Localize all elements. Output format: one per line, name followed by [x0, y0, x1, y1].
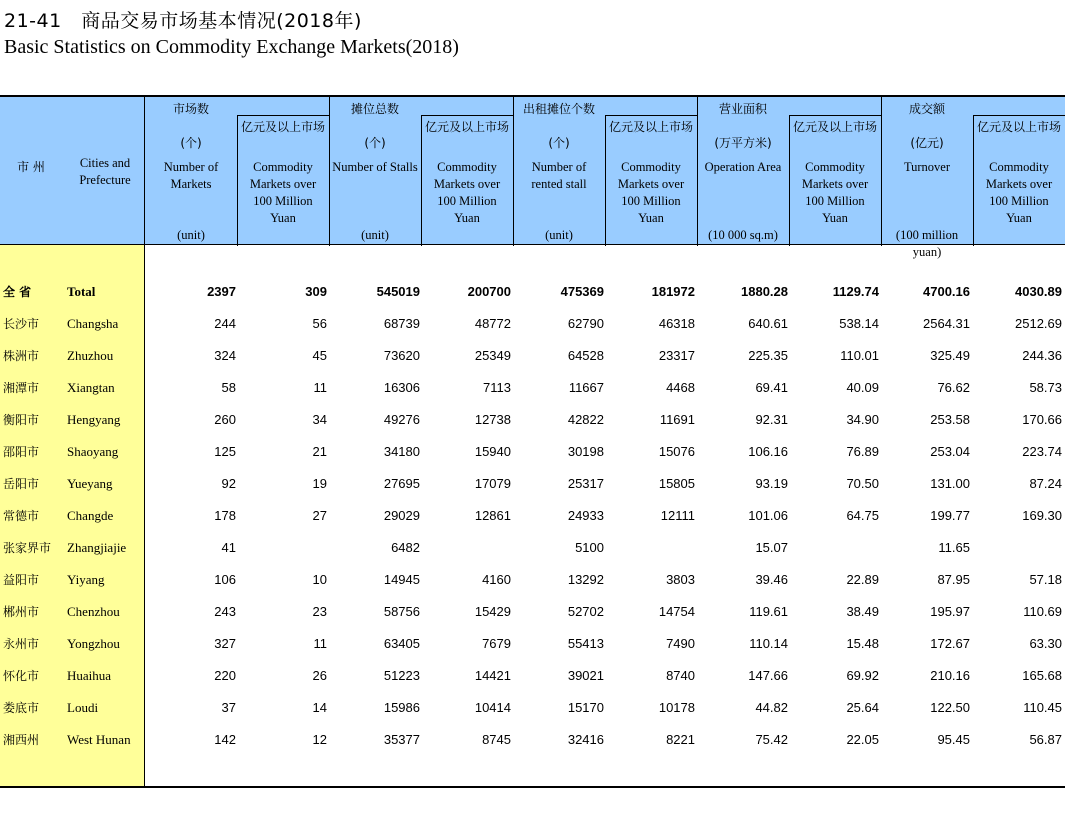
header-group-0-mid-divider: [237, 115, 238, 246]
header-group-4-unit-en: (100 million yuan): [895, 228, 959, 259]
table-row: [0, 372, 1065, 404]
header-group-3-divider: [881, 97, 882, 246]
table-cell: 64528: [567, 348, 604, 363]
row-label-en: West Hunan: [67, 732, 131, 747]
table-cell: 2512.69: [1015, 316, 1062, 331]
table-cell: 25317: [567, 476, 604, 491]
header-group-4-rule: [973, 115, 1065, 116]
table-cell: 44.82: [755, 700, 788, 715]
table-cell: 15429: [474, 604, 511, 619]
row-label-cn: 娄底市: [3, 701, 40, 715]
table-cell: 8740: [666, 668, 695, 683]
header-group-0-unit-cn: (个): [180, 136, 202, 150]
table-cell: 29029: [383, 508, 420, 523]
header-group-0-sub-en: Commodity Markets over 100 Million Yuan: [249, 160, 317, 225]
table-cell: 45: [312, 348, 327, 363]
table-cell: 48772: [474, 316, 511, 331]
table-cell: 25.64: [846, 700, 879, 715]
table-cell: 2564.31: [923, 316, 970, 331]
row-label-cn: 常德市: [3, 509, 40, 523]
table-row: [0, 468, 1065, 500]
table-cell: 62790: [567, 316, 604, 331]
header-group-0-rule: [237, 115, 329, 116]
table-cell: 16306: [383, 380, 420, 395]
table-cell: 58756: [383, 604, 420, 619]
row-label-cn: 湘潭市: [3, 381, 40, 395]
table-cell: 538.14: [839, 316, 879, 331]
table-cell: 4030.89: [1015, 284, 1062, 299]
table-cell: 14: [312, 700, 327, 715]
table-cell: 27695: [383, 476, 420, 491]
table-cell: 1880.28: [741, 284, 788, 299]
table-cell: 110.45: [1023, 700, 1062, 715]
table-cell: 10414: [474, 700, 511, 715]
header-group-1-rule: [421, 115, 513, 116]
table-cell: 110.69: [1023, 604, 1062, 619]
table-row: [0, 500, 1065, 532]
table-cell: 169.30: [1022, 508, 1062, 523]
table-cell: 244.36: [1022, 348, 1062, 363]
table-cell: 64.75: [846, 508, 879, 523]
header-group-1-sub-en: Commodity Markets over 100 Million Yuan: [433, 160, 501, 225]
table-cell: 14754: [658, 604, 695, 619]
table-cell: 106: [214, 572, 236, 587]
table-cell: 15805: [658, 476, 695, 491]
table-cell: 545019: [376, 284, 420, 299]
header-group-3-sub-en: Commodity Markets over 100 Million Yuan: [801, 160, 869, 225]
table-cell: 640.61: [748, 316, 788, 331]
table-cell: 46318: [658, 316, 695, 331]
table-cell: 24933: [567, 508, 604, 523]
table-cell: 14945: [383, 572, 420, 587]
table-cell: 56: [312, 316, 327, 331]
table-cell: 244: [214, 316, 236, 331]
table-cell: 32416: [567, 732, 604, 747]
header-group-0-cn: 市场数: [172, 102, 209, 116]
row-label-en: Chenzhou: [67, 604, 120, 619]
table-cell: 22.05: [846, 732, 879, 747]
header-group-1-mid-divider: [421, 115, 422, 246]
table-cell: 101.06: [748, 508, 788, 523]
table-row: [0, 628, 1065, 660]
header-group-2-unit-cn: (个): [548, 136, 570, 150]
table-cell: 325.49: [930, 348, 970, 363]
table-cell: 34: [312, 412, 327, 427]
header-group-4-mid-divider: [973, 115, 974, 246]
header-group-0-en: Number of Markets: [163, 160, 219, 191]
table-cell: 220: [214, 668, 236, 683]
page-title-en: Basic Statistics on Commodity Exchange Markets(2018): [4, 36, 459, 58]
table-cell: 87.95: [937, 572, 970, 587]
table-row: [0, 404, 1065, 436]
header-group-1-sub-cn: 亿元及以上市场: [424, 120, 509, 134]
table-cell: 243: [214, 604, 236, 619]
table-row: [0, 724, 1065, 756]
table-cell: 165.68: [1022, 668, 1062, 683]
table-cell: 69.41: [755, 380, 788, 395]
table-cell: 49276: [383, 412, 420, 427]
table-cell: 39021: [567, 668, 604, 683]
row-label-en: Yueyang: [67, 476, 113, 491]
table-cell: 11667: [568, 380, 604, 395]
table-cell: 324: [214, 348, 236, 363]
page-title-cn: 21-41 商品交易市场基本情况(2018年): [4, 10, 362, 32]
table-cell: 12738: [474, 412, 511, 427]
table-row: [0, 276, 1065, 308]
row-label-cn: 株洲市: [3, 349, 40, 363]
header-city-en: Cities and Prefecture: [79, 156, 131, 187]
row-label-cn: 郴州市: [3, 605, 40, 619]
row-label-en: Hengyang: [67, 412, 121, 427]
table-cell: 93.19: [755, 476, 788, 491]
table-bottom-rule: [0, 786, 1065, 788]
table-cell: 15.07: [755, 540, 788, 555]
header-group-1-en: Number of Stalls: [332, 160, 418, 174]
row-label-en: Yiyang: [67, 572, 105, 587]
table-cell: 7679: [482, 636, 511, 651]
header-group-1-cn: 摊位总数: [350, 102, 399, 116]
table-cell: 195.97: [930, 604, 970, 619]
table-cell: 119.61: [749, 604, 788, 619]
row-label-cn: 益阳市: [3, 573, 40, 587]
table-cell: 13292: [567, 572, 604, 587]
table-cell: 63405: [383, 636, 420, 651]
header-group-4-cn: 成交额: [908, 102, 945, 116]
table-cell: 253.58: [930, 412, 970, 427]
table-cell: 11691: [659, 412, 695, 427]
row-label-en: Total: [67, 284, 96, 299]
table-cell: 51223: [383, 668, 420, 683]
header-group-2-cn: 出租摊位个数: [522, 102, 595, 116]
table-cell: 10: [312, 572, 327, 587]
table-cell: 4700.16: [923, 284, 970, 299]
table-cell: 475369: [560, 284, 604, 299]
table-cell: 125: [214, 444, 236, 459]
table-cell: 37: [221, 700, 236, 715]
row-label-en: Zhangjiajie: [67, 540, 127, 555]
table-cell: 27: [312, 508, 327, 523]
header-group-3-en: Operation Area: [704, 160, 782, 174]
table-cell: 63.30: [1029, 636, 1062, 651]
table-cell: 76.89: [846, 444, 879, 459]
table-cell: 6482: [391, 540, 420, 555]
table-cell: 38.49: [846, 604, 879, 619]
table-cell: 68739: [383, 316, 420, 331]
header-group-4-en: Turnover: [903, 160, 951, 174]
table-cell: 39.46: [755, 572, 788, 587]
table-cell: 3803: [666, 572, 695, 587]
table-cell: 23317: [658, 348, 695, 363]
table-cell: 170.66: [1022, 412, 1062, 427]
row-label-en: Loudi: [67, 700, 99, 715]
header-group-0-divider: [329, 97, 330, 246]
table-row: [0, 564, 1065, 596]
table-cell: 15.48: [846, 636, 879, 651]
table-cell: 58: [221, 380, 236, 395]
table-cell: 309: [305, 284, 327, 299]
table-cell: 70.50: [846, 476, 879, 491]
header-group-1-unit-en: (unit): [361, 228, 389, 242]
table-cell: 11: [313, 636, 327, 651]
header-group-3-cn: 营业面积: [718, 102, 767, 116]
table-cell: 110.14: [749, 636, 788, 651]
table-cell: 21: [312, 444, 327, 459]
table-cell: 95.45: [937, 732, 970, 747]
table-cell: 7490: [666, 636, 695, 651]
table-cell: 75.42: [755, 732, 788, 747]
table-cell: 225.35: [748, 348, 788, 363]
header-group-4-sub-en: Commodity Markets over 100 Million Yuan: [985, 160, 1053, 225]
table-cell: 58.73: [1029, 380, 1062, 395]
table-cell: 200700: [467, 284, 511, 299]
table-cell: 178: [214, 508, 236, 523]
table-cell: 253.04: [930, 444, 970, 459]
row-label-cn: 岳阳市: [3, 477, 40, 491]
header-group-4-unit-cn: (亿元): [910, 136, 944, 150]
header-group-3-rule: [789, 115, 881, 116]
table-cell: 15170: [567, 700, 604, 715]
table-cell: 131.00: [930, 476, 970, 491]
header-group-2-sub-cn: 亿元及以上市场: [608, 120, 693, 134]
table-cell: 260: [214, 412, 236, 427]
row-label-cn: 长沙市: [3, 317, 40, 331]
header-group-1-unit-cn: (个): [364, 136, 386, 150]
table-cell: 14421: [474, 668, 511, 683]
table-cell: 92: [221, 476, 236, 491]
table-cell: 11.65: [938, 540, 970, 555]
row-label-en: Huaihua: [67, 668, 112, 683]
table-row: [0, 436, 1065, 468]
table-row: [0, 532, 1065, 564]
table-cell: 92.31: [755, 412, 788, 427]
table-cell: 34180: [383, 444, 420, 459]
table-cell: 15076: [658, 444, 695, 459]
table-cell: 8221: [666, 732, 695, 747]
table-cell: 57.18: [1029, 572, 1062, 587]
row-label-en: Xiangtan: [67, 380, 115, 395]
table-row: [0, 596, 1065, 628]
header-city-cn: 市 州: [17, 160, 45, 174]
row-label-en: Yongzhou: [67, 636, 120, 651]
table-cell: 15940: [474, 444, 511, 459]
table-cell: 55413: [567, 636, 604, 651]
table-cell: 22.89: [846, 572, 879, 587]
table-row: [0, 692, 1065, 724]
table-cell: 40.09: [846, 380, 879, 395]
row-label-cn: 邵阳市: [3, 445, 40, 459]
row-label-en: Shaoyang: [67, 444, 119, 459]
table-cell: 2397: [207, 284, 236, 299]
header-group-1-divider: [513, 97, 514, 246]
table-cell: 73620: [383, 348, 420, 363]
table-cell: 142: [214, 732, 236, 747]
table-cell: 110.01: [840, 348, 879, 363]
row-label-cn: 怀化市: [3, 669, 40, 683]
table-cell: 12111: [660, 508, 695, 523]
table-cell: 25349: [474, 348, 511, 363]
table-cell: 69.92: [846, 668, 879, 683]
table-cell: 17079: [474, 476, 511, 491]
table-cell: 42822: [567, 412, 604, 427]
header-divider: [144, 97, 145, 246]
header-group-2-en: Number of rented stall: [531, 160, 587, 191]
table-cell: 87.24: [1029, 476, 1062, 491]
table-cell: 8745: [482, 732, 511, 747]
table-header: [0, 95, 1065, 259]
table-cell: 5100: [575, 540, 604, 555]
table-cell: 76.62: [937, 380, 970, 395]
table-cell: 41: [221, 540, 236, 555]
table-cell: 34.90: [846, 412, 879, 427]
header-group-3-mid-divider: [789, 115, 790, 246]
table-cell: 181972: [651, 284, 695, 299]
table-cell: 11: [313, 380, 327, 395]
header-group-0-unit-en: (unit): [177, 228, 205, 242]
table-cell: 15986: [383, 700, 420, 715]
row-label-cn: 张家界市: [3, 541, 52, 555]
table-cell: 223.74: [1022, 444, 1062, 459]
header-group-3-sub-cn: 亿元及以上市场: [792, 120, 877, 134]
table-cell: 10178: [658, 700, 695, 715]
row-label-en: Changsha: [67, 316, 119, 331]
table-cell: 210.16: [930, 668, 970, 683]
table-cell: 26: [312, 668, 327, 683]
table-cell: 12861: [474, 508, 511, 523]
row-label-cn: 全 省: [3, 285, 32, 299]
table-cell: 1129.74: [832, 284, 879, 299]
header-group-2-rule: [605, 115, 697, 116]
table-cell: 122.50: [930, 700, 970, 715]
header-group-3-unit-cn: (万平方米): [714, 136, 772, 150]
table-cell: 7113: [483, 380, 511, 395]
header-group-2-unit-en: (unit): [545, 228, 573, 242]
table-cell: 56.87: [1029, 732, 1062, 747]
table-cell: 172.67: [930, 636, 970, 651]
table-row: [0, 660, 1065, 692]
table-cell: 199.77: [930, 508, 970, 523]
table-cell: 30198: [567, 444, 604, 459]
table-cell: 23: [312, 604, 327, 619]
header-group-2-mid-divider: [605, 115, 606, 246]
table-cell: 35377: [383, 732, 420, 747]
header-group-0-sub-cn: 亿元及以上市场: [240, 120, 325, 134]
row-label-en: Changde: [67, 508, 114, 523]
table-cell: 4160: [482, 572, 511, 587]
header-group-2-sub-en: Commodity Markets over 100 Million Yuan: [617, 160, 685, 225]
row-label-cn: 衡阳市: [3, 413, 40, 427]
table-cell: 106.16: [748, 444, 788, 459]
table-row: [0, 340, 1065, 372]
header-group-2-divider: [697, 97, 698, 246]
row-label-en: Zhuzhou: [67, 348, 114, 363]
table-cell: 19: [312, 476, 327, 491]
header-group-3-unit-en: (10 000 sq.m): [708, 228, 778, 242]
table-cell: 52702: [567, 604, 604, 619]
table-cell: 327: [214, 636, 236, 651]
table-row: [0, 308, 1065, 340]
row-label-cn: 湘西州: [3, 733, 40, 747]
table-cell: 4468: [666, 380, 695, 395]
table-cell: 147.66: [748, 668, 788, 683]
header-group-4-sub-cn: 亿元及以上市场: [976, 120, 1061, 134]
row-label-cn: 永州市: [3, 637, 40, 651]
table-cell: 12: [312, 732, 327, 747]
